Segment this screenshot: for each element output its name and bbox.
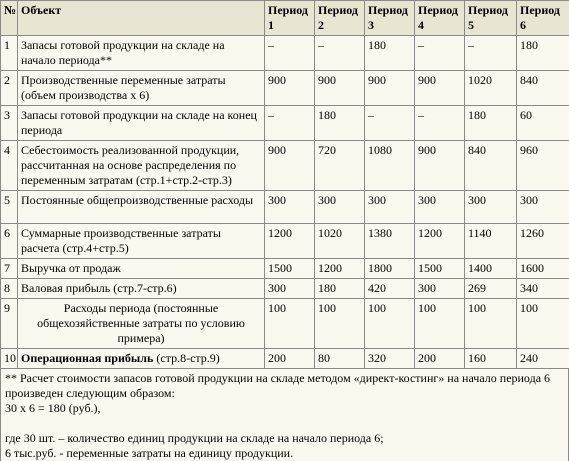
row-label-rest: (стр.8-стр.9) xyxy=(153,351,219,365)
table-row xyxy=(1,279,569,299)
cell-value: – xyxy=(265,106,315,141)
cell-value: 100 xyxy=(265,299,315,349)
row-label: Выручка от продаж xyxy=(18,259,265,279)
table-row xyxy=(1,191,569,224)
cell-value: 100 xyxy=(517,299,569,349)
row-label: Запасы готовой продукции на складе на конец периода xyxy=(18,106,265,141)
cell-value: 900 xyxy=(265,71,315,106)
row-label xyxy=(18,349,265,369)
cell-value: 960 xyxy=(517,141,569,191)
header-num: № xyxy=(1,1,18,36)
row-number: 3 xyxy=(1,106,18,141)
cell-value: 1600 xyxy=(517,259,569,279)
cell-value: 100 xyxy=(415,299,465,349)
cell-value: 200 xyxy=(415,349,465,369)
row-label: Постоянные общепроизводственные расходы xyxy=(18,191,265,224)
cell-value: 80 xyxy=(315,349,365,369)
table-row-total xyxy=(1,349,569,369)
row-label: Себестоимость реализованной продукции, рассчитанная на основе распределения по переменным затратам (стр.1+стр.2-стр.3) xyxy=(18,141,265,191)
cell-value: 300 xyxy=(465,191,517,224)
cell-value: – xyxy=(415,106,465,141)
header-period-5: Период 5 xyxy=(465,1,517,36)
row-number: 1 xyxy=(1,36,18,71)
cell-value: 100 xyxy=(315,299,365,349)
cell-value: 180 xyxy=(365,36,415,71)
row-label: Расходы периода (постоянные общехозяйственные затраты по условию примера) xyxy=(18,299,265,349)
cell-value: 180 xyxy=(465,106,517,141)
cell-value: 300 xyxy=(365,191,415,224)
cell-value: 300 xyxy=(315,191,365,224)
cell-value: 1500 xyxy=(265,259,315,279)
row-label: Суммарные производственные затраты расчета (стр.4+стр.5) xyxy=(18,224,265,259)
cell-value: 160 xyxy=(465,349,517,369)
cell-value: 269 xyxy=(465,279,517,299)
cell-value: 420 xyxy=(365,279,415,299)
cell-value: 1200 xyxy=(315,259,365,279)
row-label: Запасы готовой продукции на складе на начало периода** xyxy=(18,36,265,71)
header-period-1: Период 1 xyxy=(265,1,315,36)
cell-value: 1800 xyxy=(365,259,415,279)
cell-value: 180 xyxy=(517,36,569,71)
cell-value: – xyxy=(415,36,465,71)
header-period-6: Период 6 xyxy=(517,1,569,36)
cell-value: 1200 xyxy=(265,224,315,259)
row-label: Валовая прибыль (стр.7-стр.6) xyxy=(18,279,265,299)
footnote xyxy=(0,369,569,461)
header-period-3: Период 3 xyxy=(365,1,415,36)
cell-value: 1400 xyxy=(465,259,517,279)
cell-value: 1380 xyxy=(365,224,415,259)
row-number: 7 xyxy=(1,259,18,279)
cell-value: 900 xyxy=(415,71,465,106)
table-row xyxy=(1,106,569,141)
header-period-4: Период 4 xyxy=(415,1,465,36)
row-number: 5 xyxy=(1,191,18,224)
row-number: 2 xyxy=(1,71,18,106)
table-row xyxy=(1,224,569,259)
cell-value: 100 xyxy=(465,299,517,349)
table-row xyxy=(1,259,569,279)
footnote-line-3: где 30 шт. – количество единиц продукции на складе на начало периода 6; xyxy=(5,431,564,446)
row-number: 4 xyxy=(1,141,18,191)
cell-value: 1020 xyxy=(315,224,365,259)
cell-value: 840 xyxy=(517,71,569,106)
cell-value: 1200 xyxy=(415,224,465,259)
table-row xyxy=(1,71,569,106)
footnote-line-2: 30 х 6 = 180 (руб.), xyxy=(5,401,564,416)
table-header-row xyxy=(1,1,569,36)
cell-value: 100 xyxy=(365,299,415,349)
cell-value: 340 xyxy=(517,279,569,299)
row-number: 8 xyxy=(1,279,18,299)
cell-value: 180 xyxy=(315,279,365,299)
cell-value: 900 xyxy=(415,141,465,191)
cell-value: 1260 xyxy=(517,224,569,259)
row-label: Производственные переменные затраты (объем производства х 6) xyxy=(18,71,265,106)
cell-value: 840 xyxy=(465,141,517,191)
cell-value: – xyxy=(465,36,517,71)
cell-value: 300 xyxy=(265,191,315,224)
row-number: 10 xyxy=(1,349,18,369)
cell-value: 900 xyxy=(315,71,365,106)
footnote-line-4: 6 тыс.руб. - переменные затраты на единицу продукции. xyxy=(5,446,564,461)
footnote-line-1: ** Расчет стоимости запасов готовой продукции на складе методом «директ-костинг» на начало периода 6 произведен следующим образом: xyxy=(5,371,564,401)
cell-value: 180 xyxy=(315,106,365,141)
cell-value: – xyxy=(365,106,415,141)
footnote-gap xyxy=(5,416,564,431)
cell-value: 1500 xyxy=(415,259,465,279)
cell-value: 900 xyxy=(265,141,315,191)
cell-value: 300 xyxy=(415,279,465,299)
cell-value: 720 xyxy=(315,141,365,191)
row-number: 6 xyxy=(1,224,18,259)
cell-value: 320 xyxy=(365,349,415,369)
row-label-bold: Операционная прибыль xyxy=(21,351,153,365)
cell-value: 1140 xyxy=(465,224,517,259)
cell-value: 300 xyxy=(415,191,465,224)
row-number: 9 xyxy=(1,299,18,349)
cell-value: 60 xyxy=(517,106,569,141)
cell-value: 200 xyxy=(265,349,315,369)
header-object: Объект xyxy=(18,1,265,36)
table-row xyxy=(1,36,569,71)
cell-value: 240 xyxy=(517,349,569,369)
table-row xyxy=(1,299,569,349)
cell-value: – xyxy=(265,36,315,71)
cell-value: 900 xyxy=(365,71,415,106)
table-row xyxy=(1,141,569,191)
cell-value: 300 xyxy=(265,279,315,299)
cell-value: 300 xyxy=(517,191,569,224)
cell-value: 1080 xyxy=(365,141,415,191)
header-period-2: Период 2 xyxy=(315,1,365,36)
cell-value: – xyxy=(315,36,365,71)
cell-value: 1020 xyxy=(465,71,517,106)
